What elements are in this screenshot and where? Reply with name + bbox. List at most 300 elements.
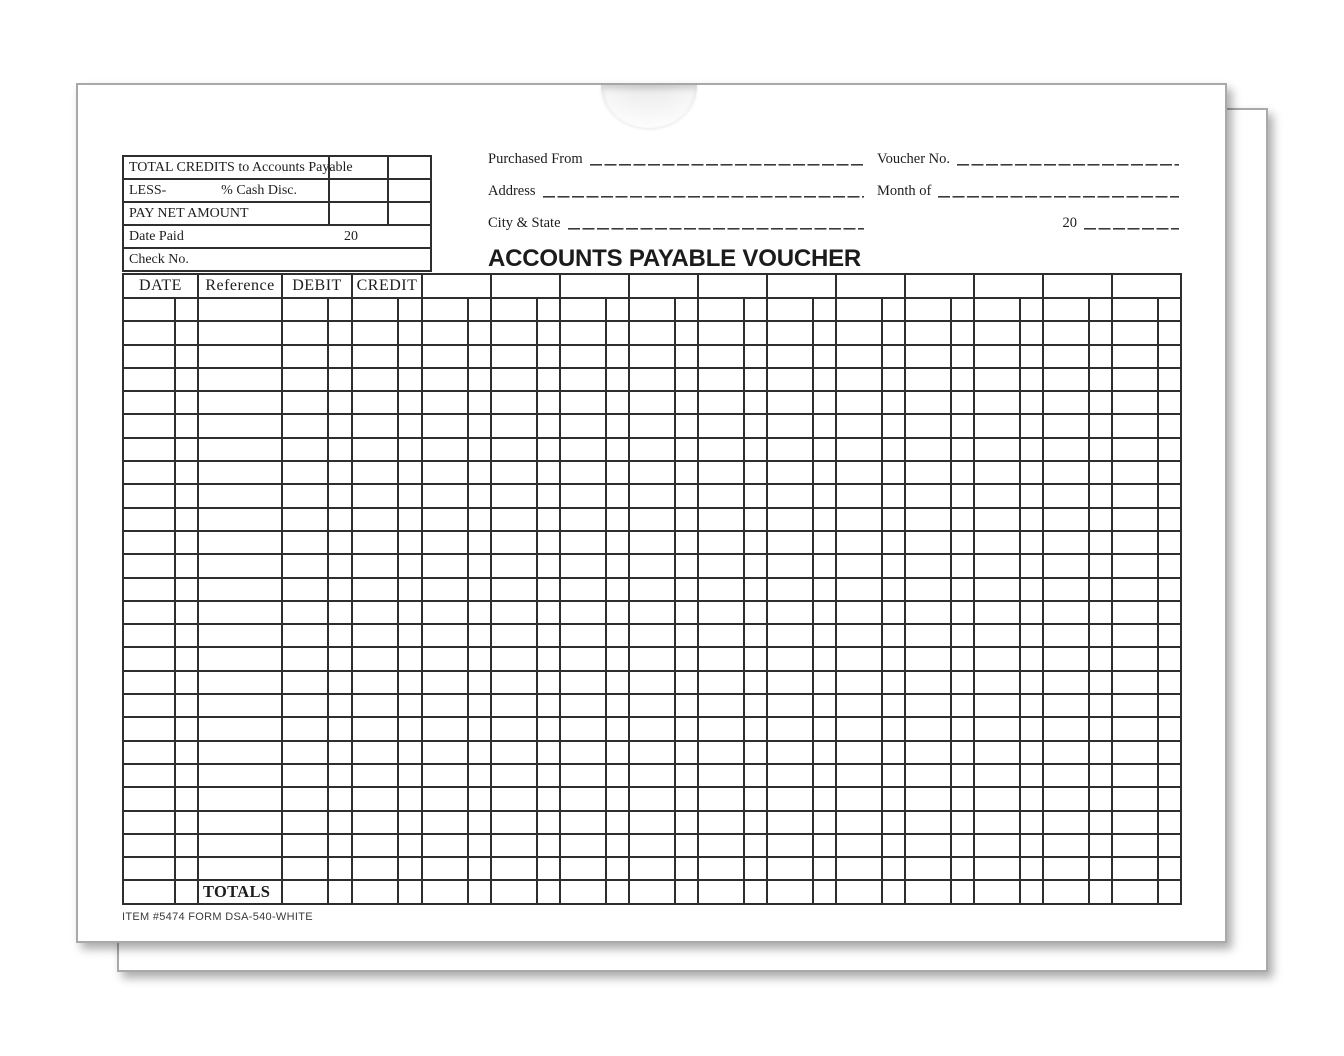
ledger-cell	[744, 438, 767, 461]
ledger-cell	[468, 717, 491, 740]
ledger-cell	[198, 414, 282, 437]
form-title: ACCOUNTS PAYABLE VOUCHER	[488, 245, 862, 272]
ledger-cell	[836, 554, 882, 577]
ledger-cell	[1089, 694, 1112, 717]
ledger-cell	[1020, 345, 1043, 368]
ledger-cell	[282, 834, 328, 857]
ledger-cell	[606, 880, 629, 903]
ledger-cell	[282, 880, 328, 903]
ledger-cell	[560, 345, 606, 368]
ledger-cell	[905, 391, 951, 414]
ledger-cell	[974, 531, 1020, 554]
ledger-cell	[491, 671, 537, 694]
ledger-cell	[1043, 717, 1089, 740]
ledger-header-blank-col	[974, 274, 1043, 298]
ledger-cell	[282, 694, 328, 717]
ledger-cell	[1043, 531, 1089, 554]
ledger-cell	[836, 694, 882, 717]
ledger-cell	[282, 764, 328, 787]
ledger-cell	[537, 671, 560, 694]
ledger-cell	[974, 298, 1020, 321]
ledger-header-blank-col	[698, 274, 767, 298]
ledger-cell	[698, 647, 744, 670]
ledger-cell	[767, 647, 813, 670]
ledger-cell	[198, 811, 282, 834]
ledger-cell	[629, 298, 675, 321]
ledger-cell	[974, 787, 1020, 810]
ledger-cell	[1020, 787, 1043, 810]
ledger-cell	[744, 857, 767, 880]
ledger-cell	[813, 461, 836, 484]
ledger-cell	[282, 578, 328, 601]
ledger-cell	[422, 671, 468, 694]
ledger-cell	[1020, 461, 1043, 484]
ledger-cell	[836, 414, 882, 437]
ledger-cell	[398, 554, 422, 577]
ledger-cell	[328, 554, 352, 577]
ledger-cell	[352, 438, 398, 461]
month-of-label: Month of	[877, 183, 932, 199]
ledger-cell	[974, 741, 1020, 764]
ledger-row	[123, 811, 1181, 834]
ledger-cell	[560, 391, 606, 414]
ledger-cell	[398, 368, 422, 391]
ledger-cell	[905, 345, 951, 368]
ledger-cell	[352, 414, 398, 437]
ledger-cell	[836, 578, 882, 601]
ledger-cell	[813, 601, 836, 624]
ledger-cell	[951, 391, 974, 414]
ledger-cell	[974, 438, 1020, 461]
ledger-cell	[629, 461, 675, 484]
ledger-cell	[767, 624, 813, 647]
ledger-cell	[1158, 508, 1181, 531]
ledger-cell	[836, 391, 882, 414]
ledger-cell	[537, 484, 560, 507]
ledger-cell	[698, 578, 744, 601]
ledger-cell	[813, 764, 836, 787]
ledger-cell	[328, 321, 352, 344]
ledger-cell	[882, 298, 905, 321]
ledger-cell	[175, 624, 198, 647]
ledger-cell	[675, 857, 698, 880]
ledger-cell	[974, 391, 1020, 414]
ledger-cell	[974, 321, 1020, 344]
ledger-cell	[813, 321, 836, 344]
ledger-cell	[282, 461, 328, 484]
ledger-cell	[905, 368, 951, 391]
ledger-cell	[698, 671, 744, 694]
ledger-cell	[882, 694, 905, 717]
ledger-cell	[882, 857, 905, 880]
ledger-row	[123, 554, 1181, 577]
ledger-cell	[175, 787, 198, 810]
ledger-cell	[675, 787, 698, 810]
ledger-cell	[422, 857, 468, 880]
ledger-cell	[629, 484, 675, 507]
ledger-cell	[606, 787, 629, 810]
ledger-cell	[468, 578, 491, 601]
ledger-cell	[951, 298, 974, 321]
ledger-cell	[698, 368, 744, 391]
ledger-cell	[629, 414, 675, 437]
ledger-cell	[606, 671, 629, 694]
ledger-cell	[606, 694, 629, 717]
ledger-cell	[468, 764, 491, 787]
ledger-cell	[675, 531, 698, 554]
ledger-cell	[629, 741, 675, 764]
ledger-cell	[1158, 298, 1181, 321]
ledger-cell	[175, 414, 198, 437]
ledger-cell	[491, 741, 537, 764]
ledger-cell	[422, 438, 468, 461]
ledger-cell	[560, 484, 606, 507]
ledger-row	[123, 717, 1181, 740]
ledger-cell	[905, 857, 951, 880]
ledger-cell	[1043, 438, 1089, 461]
ledger-cell	[1089, 741, 1112, 764]
ledger-cell	[951, 414, 974, 437]
ledger-cell	[813, 578, 836, 601]
ledger-cell	[468, 880, 491, 903]
ledger-cell	[468, 787, 491, 810]
ledger-cell	[974, 880, 1020, 903]
ledger-cell	[767, 461, 813, 484]
ledger-cell	[1020, 671, 1043, 694]
ledger-cell	[560, 857, 606, 880]
ledger-cell	[175, 508, 198, 531]
ledger-cell	[328, 647, 352, 670]
ledger-cell	[974, 834, 1020, 857]
ledger-cell	[198, 298, 282, 321]
ledger-header-debit: DEBIT	[282, 274, 352, 298]
ledger-cell	[560, 787, 606, 810]
ledger-cell	[813, 391, 836, 414]
ledger-cell	[123, 601, 175, 624]
ledger-cell	[1158, 554, 1181, 577]
ledger-cell	[1043, 624, 1089, 647]
ledger-cell	[813, 834, 836, 857]
ledger-cell	[1020, 601, 1043, 624]
ledger-cell	[1020, 578, 1043, 601]
ledger-cell	[468, 321, 491, 344]
ledger-cell	[175, 741, 198, 764]
ledger-cell	[282, 321, 328, 344]
ledger-cell	[352, 484, 398, 507]
ledger-cell	[328, 484, 352, 507]
ledger-cell	[698, 554, 744, 577]
ledger-cell	[468, 484, 491, 507]
ledger-cell	[352, 578, 398, 601]
date-paid-label: Date Paid	[129, 228, 184, 244]
ledger-cell	[698, 880, 744, 903]
ledger-cell	[537, 717, 560, 740]
ledger-cell	[398, 624, 422, 647]
ledger-cell	[744, 717, 767, 740]
ledger-cell	[1158, 624, 1181, 647]
ledger-cell	[744, 298, 767, 321]
ledger-cell	[905, 717, 951, 740]
ledger-cell	[813, 531, 836, 554]
ledger-cell	[537, 368, 560, 391]
ledger-cell	[836, 647, 882, 670]
ledger-cell	[537, 554, 560, 577]
ledger-cell	[606, 508, 629, 531]
ledger-cell	[836, 624, 882, 647]
ledger-cell	[836, 764, 882, 787]
ledger-cell	[905, 671, 951, 694]
ledger-cell	[1043, 647, 1089, 670]
ledger-cell	[422, 811, 468, 834]
ledger-cell	[491, 368, 537, 391]
ledger-cell	[951, 578, 974, 601]
ledger-cell	[1043, 368, 1089, 391]
month-of-blank-line	[938, 183, 1179, 198]
ledger-cell	[328, 508, 352, 531]
ledger-cell	[882, 671, 905, 694]
ledger-cell	[468, 438, 491, 461]
ledger-cell	[1112, 857, 1158, 880]
ledger-cell	[767, 298, 813, 321]
ledger-cell	[398, 694, 422, 717]
ledger-cell	[813, 368, 836, 391]
date-paid-year-prefix: 20	[344, 228, 358, 244]
ledger-cell	[422, 321, 468, 344]
ledger-cell	[282, 298, 328, 321]
ledger-cell	[951, 321, 974, 344]
ledger-cell	[1043, 578, 1089, 601]
ledger-cell	[198, 717, 282, 740]
ledger-cell	[882, 787, 905, 810]
ledger-cell	[328, 787, 352, 810]
ledger-cell	[744, 321, 767, 344]
ledger-cell	[328, 717, 352, 740]
ledger-cell	[175, 484, 198, 507]
ledger-table	[122, 273, 1182, 905]
voucher-no-field	[877, 151, 1181, 168]
ledger-cell	[175, 438, 198, 461]
ledger-cell	[1020, 764, 1043, 787]
ledger-cell	[282, 508, 328, 531]
ledger-cell	[491, 321, 537, 344]
ledger-cell	[560, 414, 606, 437]
summary-row-check-no	[123, 248, 431, 271]
ledger-cell	[422, 834, 468, 857]
ledger-cell	[352, 647, 398, 670]
ledger-cell	[198, 694, 282, 717]
ledger-cell	[198, 508, 282, 531]
ledger-cell	[698, 857, 744, 880]
ledger-cell	[282, 811, 328, 834]
ledger-cell	[560, 834, 606, 857]
ledger-cell	[675, 508, 698, 531]
ledger-cell	[491, 717, 537, 740]
ledger-cell	[175, 601, 198, 624]
ledger-cell	[1158, 368, 1181, 391]
ledger-cell	[1020, 624, 1043, 647]
ledger-cell	[328, 531, 352, 554]
ledger-row	[123, 787, 1181, 810]
ledger-cell	[398, 647, 422, 670]
ledger-cell	[698, 531, 744, 554]
ledger-cell	[1020, 484, 1043, 507]
ledger-cell	[882, 601, 905, 624]
ledger-cell	[1089, 345, 1112, 368]
ledger-cell	[951, 345, 974, 368]
ledger-cell	[813, 880, 836, 903]
ledger-cell	[1043, 508, 1089, 531]
ledger-cell	[698, 298, 744, 321]
ledger-row	[123, 484, 1181, 507]
ledger-cell	[951, 601, 974, 624]
ledger-cell	[198, 438, 282, 461]
ledger-cell	[744, 601, 767, 624]
ledger-cell	[468, 508, 491, 531]
ledger-cell	[537, 531, 560, 554]
ledger-cell	[560, 880, 606, 903]
ledger-cell	[974, 671, 1020, 694]
ledger-cell	[328, 811, 352, 834]
ledger-cell	[175, 531, 198, 554]
ledger-cell	[836, 601, 882, 624]
ledger-cell	[606, 461, 629, 484]
ledger-cell	[175, 578, 198, 601]
ledger-cell	[537, 787, 560, 810]
ledger-cell	[560, 624, 606, 647]
ledger-cell	[328, 834, 352, 857]
ledger-cell	[491, 438, 537, 461]
ledger-cell	[491, 787, 537, 810]
ledger-cell	[282, 741, 328, 764]
ledger-cell	[175, 554, 198, 577]
ledger-cell	[744, 741, 767, 764]
ledger-cell	[352, 764, 398, 787]
ledger-cell	[198, 484, 282, 507]
ledger-cell	[422, 880, 468, 903]
ledger-cell	[123, 834, 175, 857]
ledger-cell	[1043, 880, 1089, 903]
ledger-cell	[698, 624, 744, 647]
ledger-header-blank-col	[1043, 274, 1112, 298]
city-state-label: City & State	[488, 215, 561, 231]
ledger-cell	[123, 368, 175, 391]
ledger-cell	[1043, 741, 1089, 764]
ledger-cell	[882, 484, 905, 507]
ledger-cell	[974, 368, 1020, 391]
ledger-cell	[606, 741, 629, 764]
ledger-cell	[422, 647, 468, 670]
ledger-cell	[1043, 764, 1089, 787]
ledger-cell	[1020, 414, 1043, 437]
ledger-cell	[123, 811, 175, 834]
ledger-cell	[468, 624, 491, 647]
ledger-cell	[882, 461, 905, 484]
ledger-cell	[491, 554, 537, 577]
ledger-cell	[282, 554, 328, 577]
ledger-cell	[698, 414, 744, 437]
ledger-cell	[767, 414, 813, 437]
ledger-cell	[882, 578, 905, 601]
ledger-cell	[744, 391, 767, 414]
ledger-cell	[560, 321, 606, 344]
ledger-cell	[951, 531, 974, 554]
ledger-cell	[1112, 811, 1158, 834]
ledger-cell	[675, 671, 698, 694]
ledger-row	[123, 368, 1181, 391]
ledger-cell	[398, 298, 422, 321]
ledger-cell	[698, 321, 744, 344]
ledger-cell	[698, 764, 744, 787]
ledger-cell	[974, 578, 1020, 601]
ledger-cell	[328, 880, 352, 903]
ledger-row	[123, 531, 1181, 554]
ledger-cell	[468, 601, 491, 624]
ledger-cell	[175, 811, 198, 834]
ledger-cell	[974, 764, 1020, 787]
ledger-cell	[328, 298, 352, 321]
ledger-cell	[1158, 601, 1181, 624]
vendor-row-3	[78, 215, 1225, 235]
ledger-cell	[1158, 717, 1181, 740]
ledger-cell	[951, 834, 974, 857]
ledger-cell	[767, 671, 813, 694]
ledger-row	[123, 857, 1181, 880]
ledger-cell	[836, 531, 882, 554]
ledger-cell	[675, 880, 698, 903]
ledger-cell	[1158, 811, 1181, 834]
ledger-cell	[422, 461, 468, 484]
ledger-cell	[606, 811, 629, 834]
ledger-cell	[537, 857, 560, 880]
ledger-cell	[813, 438, 836, 461]
ledger-cell	[537, 764, 560, 787]
ledger-cell	[198, 461, 282, 484]
ledger-row	[123, 601, 1181, 624]
ledger-cell	[606, 717, 629, 740]
ledger-cell	[744, 368, 767, 391]
ledger-cell	[744, 694, 767, 717]
ledger-cell	[675, 624, 698, 647]
ledger-cell	[836, 880, 882, 903]
ledger-cell	[491, 508, 537, 531]
ledger-cell	[836, 857, 882, 880]
ledger-cell	[675, 694, 698, 717]
ledger-cell	[813, 484, 836, 507]
ledger-cell	[468, 834, 491, 857]
ledger-cell	[282, 601, 328, 624]
ledger-cell	[398, 834, 422, 857]
ledger-cell	[198, 321, 282, 344]
ledger-cell	[1112, 764, 1158, 787]
ledger-cell	[974, 484, 1020, 507]
ledger-cell	[836, 438, 882, 461]
ledger-cell	[175, 298, 198, 321]
ledger-cell	[905, 741, 951, 764]
ledger-cell	[675, 461, 698, 484]
ledger-cell	[537, 298, 560, 321]
ledger-cell	[123, 880, 175, 903]
ledger-cell	[836, 298, 882, 321]
ledger-cell	[1112, 741, 1158, 764]
ledger-cell	[352, 391, 398, 414]
ledger-cell	[175, 880, 198, 903]
ledger-cell	[560, 811, 606, 834]
ledger-cell	[352, 880, 398, 903]
ledger-cell	[606, 484, 629, 507]
ledger-cell	[1112, 391, 1158, 414]
ledger-cell	[1158, 414, 1181, 437]
ledger-cell	[282, 368, 328, 391]
